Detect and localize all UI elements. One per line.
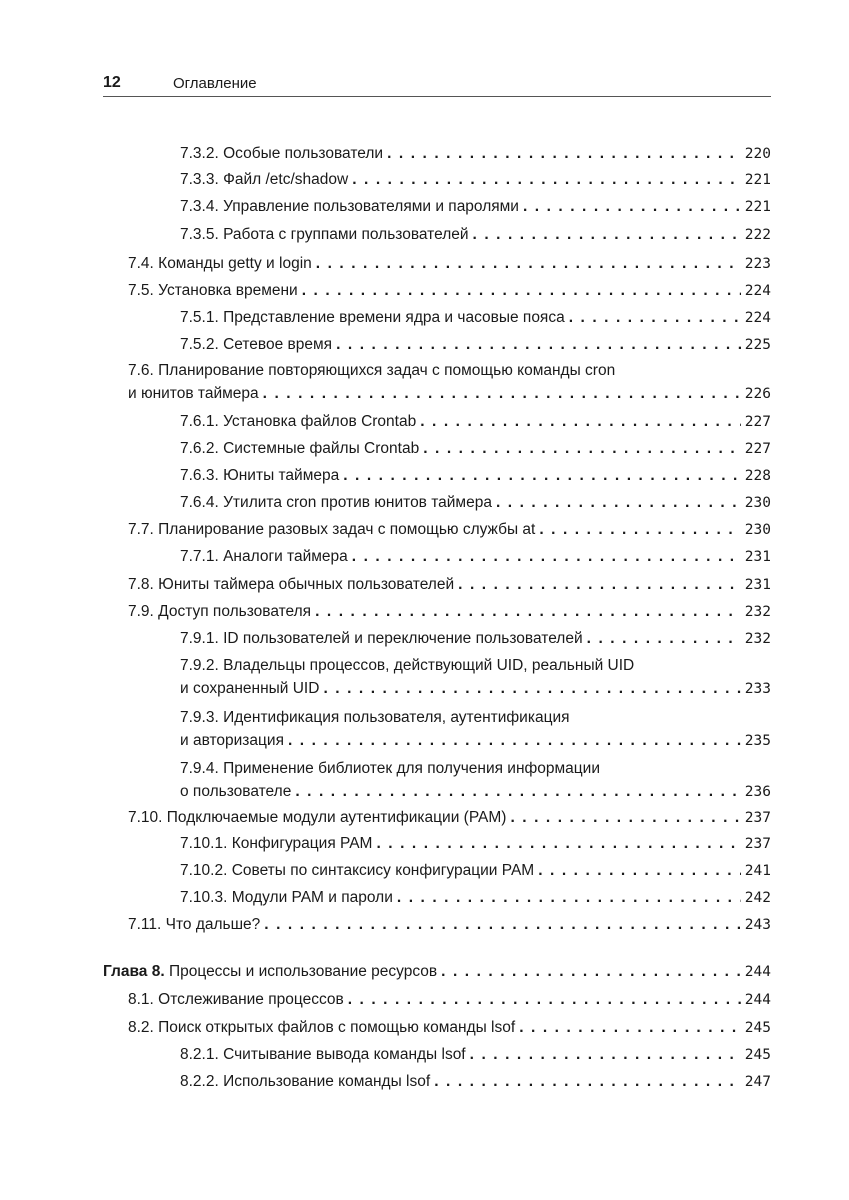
toc-entry-7-10-1[interactable] (180, 831, 771, 857)
toc-entry-7-11[interactable] (128, 912, 771, 938)
toc-page: 237 (744, 836, 771, 852)
toc-entry-7-5-1[interactable] (180, 305, 771, 331)
toc-label: 7.6.4. Утилита cron против юнитов таймера (180, 494, 492, 511)
toc-entry-chapter-8[interactable] (103, 959, 771, 985)
toc-label: 7.7. Планирование разовых задач с помощью службы at (128, 521, 536, 538)
toc-label: 7.6.1. Установка файлов Crontab (180, 413, 417, 430)
toc-page: 245 (744, 1047, 771, 1063)
toc-label: 7.9. Доступ пользователя (128, 603, 312, 620)
toc-page: 230 (744, 522, 771, 538)
toc-entry-7-3-2[interactable] (180, 141, 771, 167)
toc-entry-7-5-2[interactable] (180, 332, 771, 358)
toc-label: 7.10. Подключаемые модули аутентификации (PAM) (128, 809, 507, 826)
toc-label: и авторизация (180, 732, 284, 749)
toc-page: 230 (744, 495, 771, 511)
toc-entry-7-9-1[interactable] (180, 626, 771, 652)
toc-page: 243 (744, 917, 771, 933)
toc-label: 7.7.1. Аналоги таймера (180, 548, 348, 565)
toc-entry-7-6[interactable] (128, 381, 771, 407)
toc-page: 222 (744, 227, 771, 243)
page-header (103, 74, 771, 97)
toc-label: 8.2.2. Использование команды lsof (180, 1073, 431, 1090)
toc-label: 7.3.4. Управление пользователями и паролями (180, 198, 519, 215)
toc-label: 7.3.5. Работа с группами пользователей (180, 226, 469, 243)
toc-page: 231 (744, 577, 771, 593)
toc-entry-7-9-4-line1[interactable]: 7.9.4. Применение библиотек для получения информации (180, 760, 600, 777)
toc-entry-7-10-3[interactable] (180, 885, 771, 911)
toc-label: 7.5.1. Представление времени ядра и часовые пояса (180, 309, 565, 326)
toc-label: о пользователе (180, 783, 292, 800)
toc-page: 233 (744, 681, 771, 697)
toc-page: 228 (744, 468, 771, 484)
toc-page: 247 (744, 1074, 771, 1090)
toc-entry-7-9-3-line1[interactable]: 7.9.3. Идентификация пользователя, аутентификация (180, 709, 570, 726)
toc-page: 224 (744, 283, 771, 299)
toc-entry-8-2-1[interactable] (180, 1042, 771, 1068)
toc-page: 235 (744, 733, 771, 749)
toc-entry-7-6-2[interactable] (180, 436, 771, 462)
toc-page: 221 (744, 172, 771, 188)
toc-entry-8-1[interactable] (128, 987, 771, 1013)
toc-page: 231 (744, 549, 771, 565)
toc-entry-7-9-3[interactable] (180, 728, 771, 754)
toc-label: 7.3.2. Особые пользователи (180, 145, 384, 162)
toc-entry-7-6-line1[interactable]: 7.6. Планирование повторяющихся задач с помощью команды cron (128, 362, 616, 379)
toc-page: 227 (744, 441, 771, 457)
toc-entry-7-3-3[interactable] (180, 167, 771, 193)
toc-entry-7-6-1[interactable] (180, 409, 771, 435)
toc-page: 244 (744, 964, 771, 980)
toc-label: 7.4. Команды getty и login (128, 255, 312, 272)
toc-entry-7-9-2[interactable] (180, 676, 771, 702)
toc-entry-7-6-3[interactable] (180, 463, 771, 489)
toc-page: 221 (744, 199, 771, 215)
toc-label: 7.5.2. Сетевое время (180, 336, 333, 353)
toc-entry-7-10-2[interactable] (180, 858, 771, 884)
toc-page: 236 (744, 784, 771, 800)
toc-entry-7-10[interactable] (128, 805, 771, 831)
toc-label: 7.5. Установка времени (128, 282, 298, 299)
toc-label: 7.6.3. Юниты таймера (180, 467, 340, 484)
toc-label: 8.2. Поиск открытых файлов с помощью команды lsof (128, 1019, 516, 1036)
toc-label: 8.1. Отслеживание процессов (128, 991, 344, 1008)
toc-entry-7-3-4[interactable] (180, 194, 771, 220)
chapter-prefix: Глава 8. (103, 963, 165, 980)
toc-entry-8-2-2[interactable] (180, 1069, 771, 1095)
toc-page: 225 (744, 337, 771, 353)
running-title: Оглавление (173, 75, 257, 92)
toc-page: 227 (744, 414, 771, 430)
toc-label: 7.11. Что дальше? (128, 916, 261, 933)
toc-page: 244 (744, 992, 771, 1008)
toc-page: 232 (744, 631, 771, 647)
page-number: 12 (103, 74, 121, 91)
toc-entry-7-6-4[interactable] (180, 490, 771, 516)
toc-entry-7-9-4[interactable] (180, 779, 771, 805)
toc-entry-7-9-2-line1[interactable]: 7.9.2. Владельцы процессов, действующий UID, реальный UID (180, 657, 635, 674)
toc-label: 7.10.1. Конфигурация PAM (180, 835, 373, 852)
toc-label: 7.10.3. Модули PAM и пароли (180, 889, 393, 906)
toc-entry-7-7-1[interactable] (180, 544, 771, 570)
toc-label: 8.2.1. Считывание вывода команды lsof (180, 1046, 466, 1063)
toc-entry-7-5[interactable] (128, 278, 771, 304)
toc-page: 223 (744, 256, 771, 272)
toc-entry-8-2[interactable] (128, 1015, 771, 1041)
toc-entry-7-7[interactable] (128, 517, 771, 543)
toc-page: 245 (744, 1020, 771, 1036)
toc-page: 242 (744, 890, 771, 906)
toc-page: 232 (744, 604, 771, 620)
toc-label: 7.9.1. ID пользователей и переключение пользователей (180, 630, 583, 647)
toc-entry-7-8[interactable] (128, 572, 771, 598)
toc-label: Процессы и использование ресурсов (164, 963, 438, 980)
toc-page: 220 (744, 146, 771, 162)
toc-label: 7.10.2. Советы по синтаксису конфигурации PAM (180, 862, 535, 879)
toc-entry-7-3-5[interactable] (180, 222, 771, 248)
toc-label: 7.8. Юниты таймера обычных пользователей (128, 576, 455, 593)
toc-label: и сохраненный UID (180, 680, 320, 697)
toc-page: 224 (744, 310, 771, 326)
toc-label: 7.3.3. Файл /etc/shadow (180, 171, 349, 188)
toc-label: 7.6.2. Системные файлы Crontab (180, 440, 420, 457)
toc-entry-7-4[interactable] (128, 251, 771, 277)
toc-entry-7-9[interactable] (128, 599, 771, 625)
toc-page: 226 (744, 386, 771, 402)
toc-page: 241 (744, 863, 771, 879)
toc-page: 237 (744, 810, 771, 826)
toc-label: и юнитов таймера (128, 385, 259, 402)
